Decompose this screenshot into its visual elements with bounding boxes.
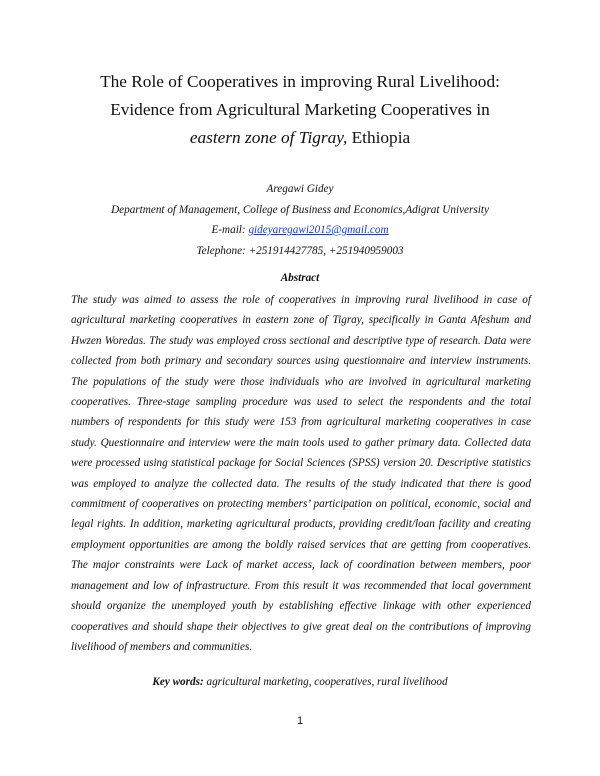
email-link[interactable]: gideyaregawi2015@gmail.com xyxy=(248,224,389,236)
author-email-line xyxy=(60,220,540,241)
title-line-3 xyxy=(60,124,540,152)
keywords-line xyxy=(0,676,600,688)
abstract-heading: Abstract xyxy=(280,272,320,284)
title-line-3-rest: Ethiopia xyxy=(347,128,411,147)
author-affiliation: Department of Management, College of Business and Economics,Adigrat University xyxy=(111,203,489,216)
paper-title xyxy=(60,68,540,152)
title-line-3-italic: eastern zone of Tigray, xyxy=(189,128,348,147)
abstract-text: The study was aimed to assess the role of cooperatives in improving rural livelihood in case of agricultural marketing cooperatives in eastern zone of Tigray, specifically in Ganta Afeshum and Hwzen Woredas. The study was employed cross sectional and descriptive type of research. Data were collected from both primary and secondary sources using questionnaire and interview instruments. The populations of the study were those individuals who are involved in agricultural marketing cooperatives. Three-stage sampling procedure was used to select the respondents and the total numbers of respondents for this study were 153 from agricultural marketing cooperatives in case study. Questionnaire and interview were the main tools used to gather primary data. Collected data were processed using statistical package for Social Sciences (SPSS) version 20. Descriptive statistics was employed to analyze the collected data. The results of the study indicated that there is good commitment of cooperatives on protecting members’ participation on political, economic, social and legal rights. In addition, marketing agricultural products, providing credit/loan facility and creating employment opportunities are among the boldly raised services that are getting from cooperatives. The major constraints were Lack of market access, lack of coordination between members, poor management and low of infrastructure. From this result it was recommended that local government should organize the unemployed youth by establishing effective linkage with other experienced cooperatives and should shape their objectives to give great deal on the contributions of improving livelihood of members and communities. xyxy=(71,294,531,653)
author-block xyxy=(60,179,540,261)
author-telephone: Telephone: +251914427785, +251940959003 xyxy=(196,244,404,257)
page-number: 1 xyxy=(296,715,304,727)
keywords-label: Key words: xyxy=(152,676,204,688)
keywords-text: agricultural marketing, cooperatives, rural livelihood xyxy=(203,676,448,688)
title-line-2: Evidence from Agricultural Marketing Cooperatives in xyxy=(110,100,490,119)
author-name: Aregawi Gidey xyxy=(266,183,334,195)
email-label: E-mail: xyxy=(211,224,249,236)
title-line-1: The Role of Cooperatives in improving Rural Livelihood: xyxy=(100,72,500,91)
